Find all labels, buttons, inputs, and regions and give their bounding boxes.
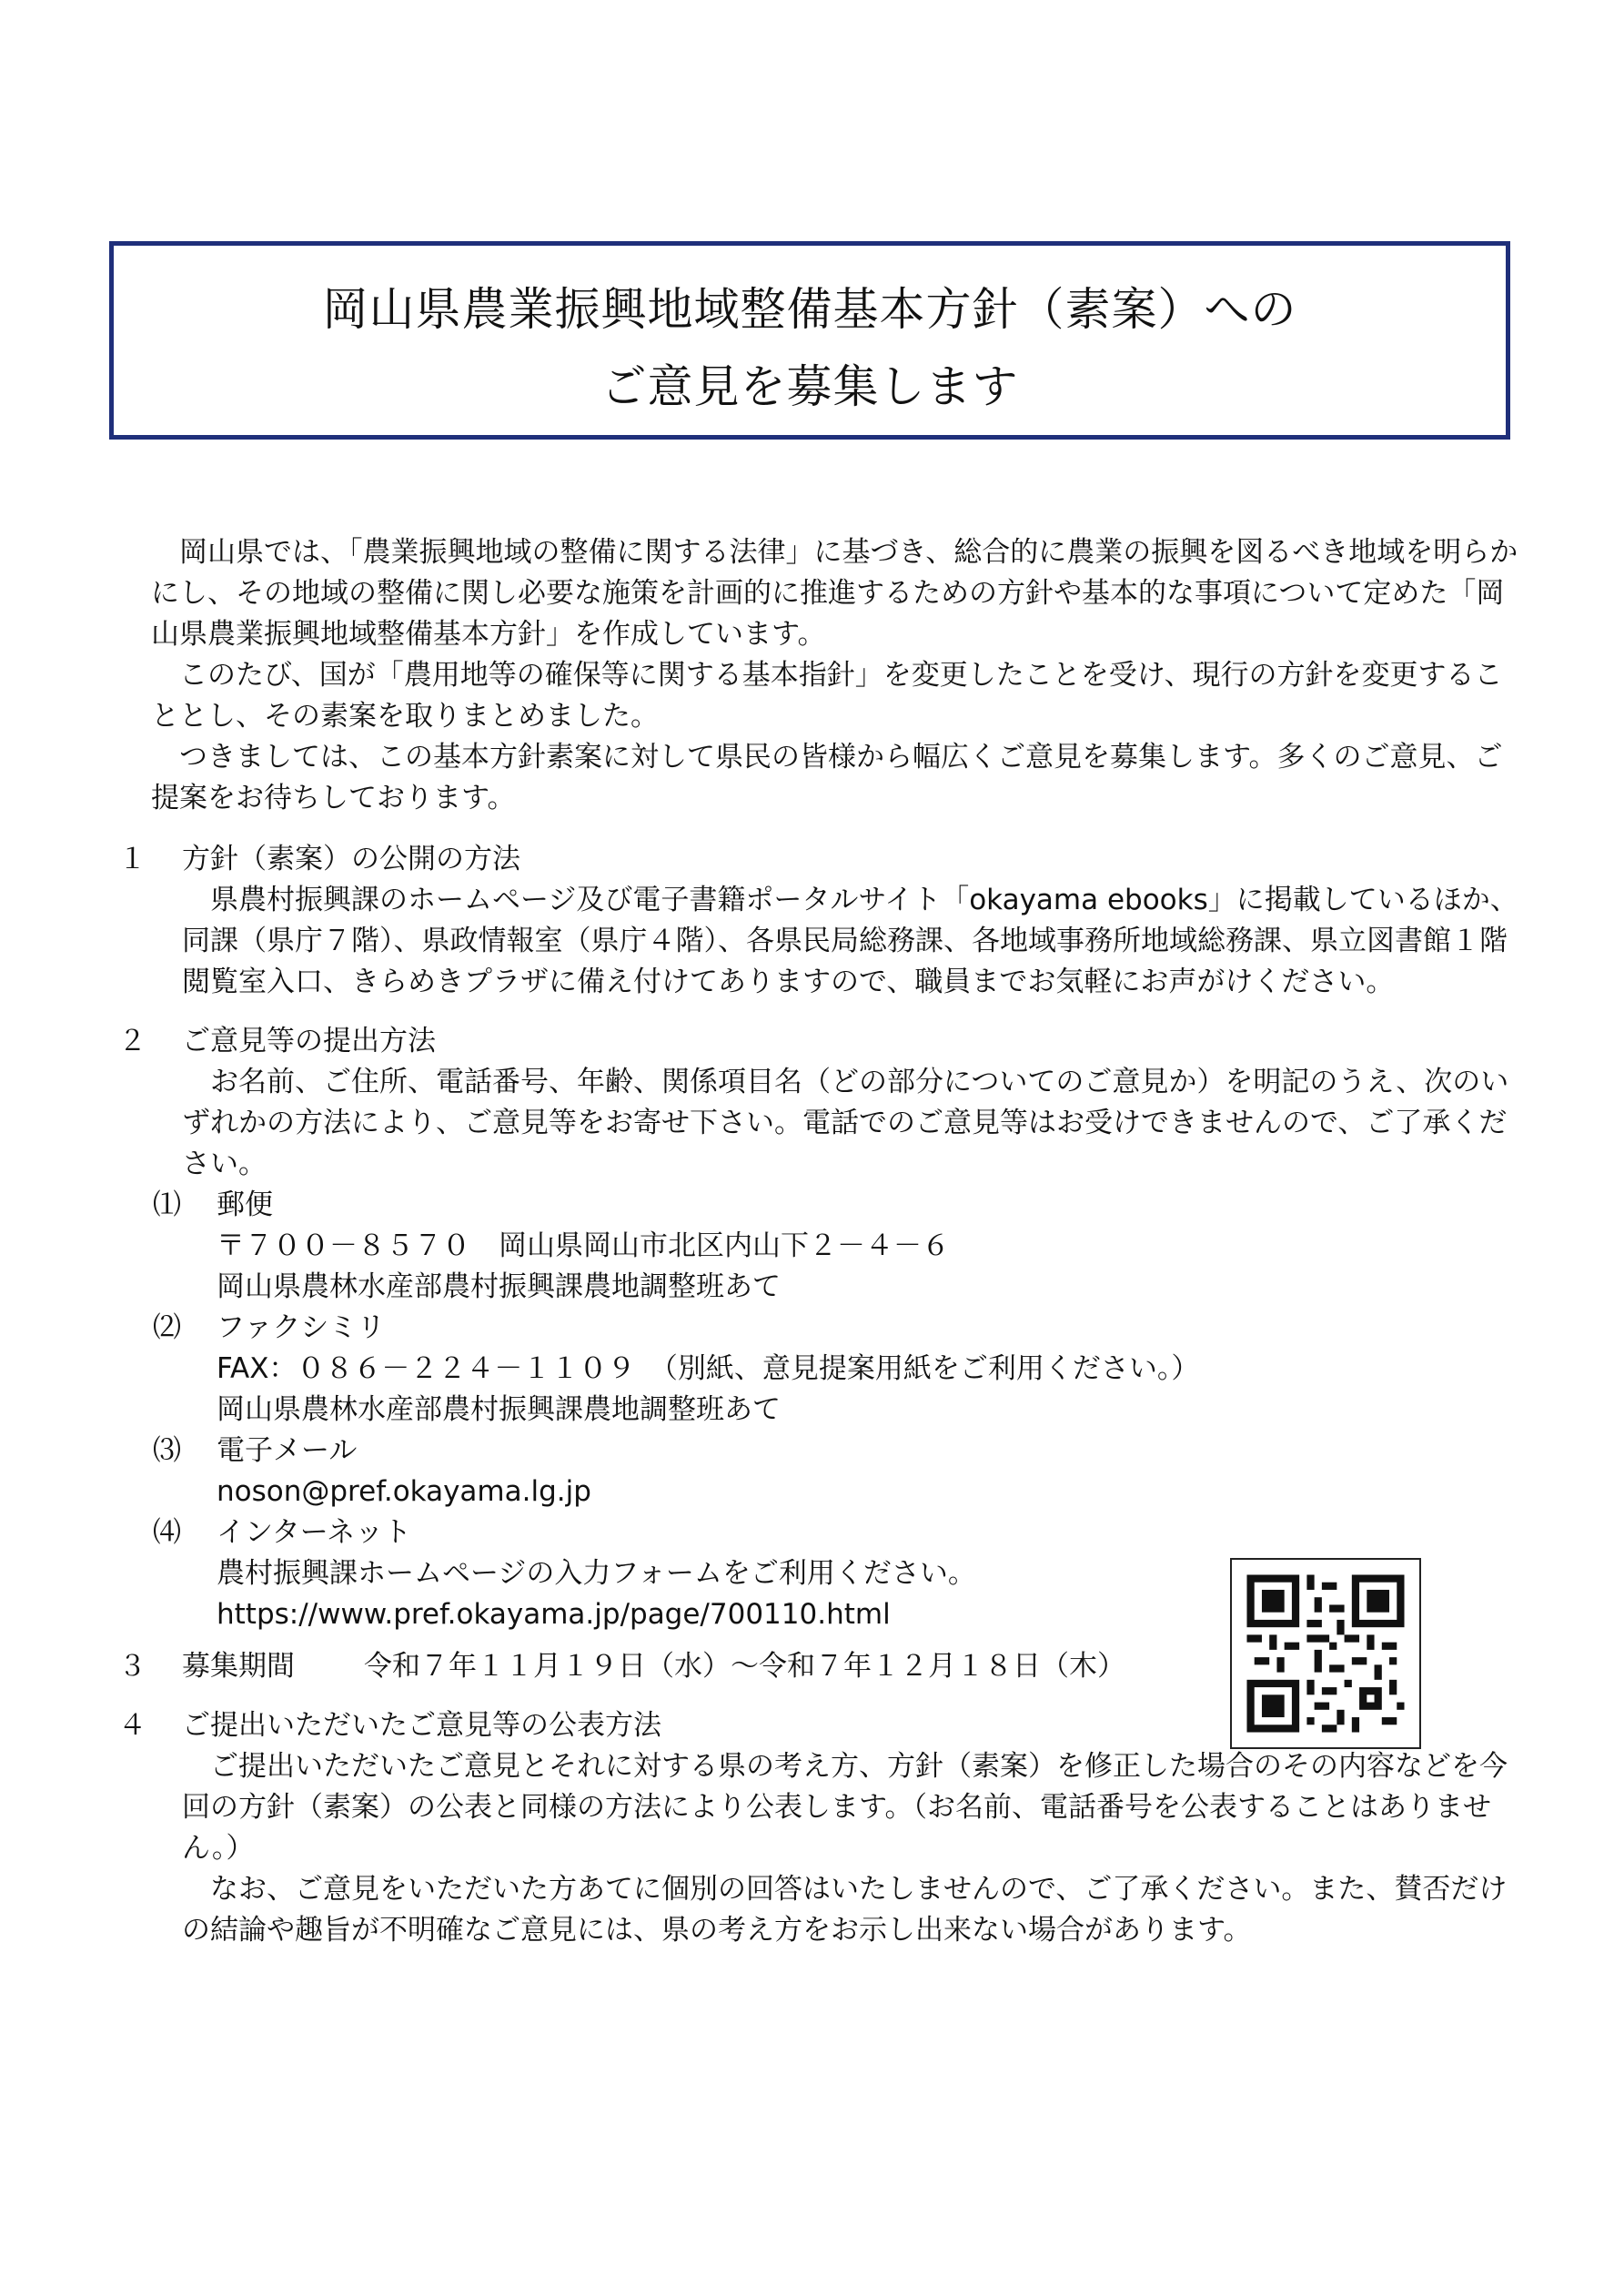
section-3-number: ３ [118,1650,146,1683]
method-4-number: ⑷ [153,1516,181,1549]
method-2-number: ⑵ [153,1311,181,1344]
method-2-heading [153,1308,1519,1349]
postal-recipient: 岡山県農林水産部農村振興課農地調整班あて [217,1270,781,1303]
section-1-heading [118,839,1519,880]
section-1-body: 県農村振興課のホームページ及び電子書籍ポータルサイト「okayama ebooks」に掲載しているほか、同課（県庁７階）、県政情報室（県庁４階）、各県民局総務課、各地域事務所地域総務課、県立図書館１階閲覧室入口、きらめきプラザに備え付けてありますので、職員までお気軽にお声がけください。 [182,884,1518,998]
fax-number: FAX：０８６－２２４－１１０９ （別紙、意見提案用紙をご利用ください。） [217,1352,1200,1385]
method-1-heading [153,1185,1519,1226]
page-title-line-2: ご意見を募集します [600,360,1019,413]
section-3-title: 募集期間 [182,1650,295,1683]
postal-address: 〒７００－８５７０ 岡山県岡山市北区内山下２－４－６ [217,1229,950,1262]
section-4-number: ４ [118,1709,146,1742]
method-1-number: ⑴ [153,1188,181,1221]
fax-recipient: 岡山県農林水産部農村振興課農地調整班あて [217,1393,781,1426]
section-4-body-2: なお、ご意見をいただいた方あてに個別の回答はいたしませんので、ご了承ください。また、賛否だけの結論や趣旨が不明確なご意見には、県の考え方をお示し出来ない場合があります。 [182,1873,1508,1947]
web-form-url[interactable]: https://www.pref.okayama.jp/page/700110.html [217,1598,891,1631]
section-1-title: 方針（素案）の公開の方法 [182,843,520,875]
section-4-title: ご提出いただいたご意見等の公表方法 [182,1709,661,1742]
title-box [109,241,1510,440]
method-4-label: インターネット [217,1516,412,1549]
web-form-instruction: 農村振興課ホームページの入力フォームをご利用ください。 [217,1557,976,1590]
section-2-title: ご意見等の提出方法 [182,1025,436,1057]
method-3-label: 電子メール [217,1434,358,1467]
qr-code[interactable] [1230,1558,1421,1749]
intro-paragraph-2: このたび、国が「農用地等の確保等に関する基本指針」を変更したことを受け、現行の方針を変更することとし、その素案を取りまとめました。 [151,659,1503,733]
section-4-body-1: ご提出いただいたご意見とそれに対する県の考え方、方針（素案）を修正した場合のその内容などを今回の方針（素案）の公表と同様の方法により公表します。（お名前、電話番号を公表することはありません。） [182,1750,1508,1865]
page-title-line-1: 岡山県農業振興地域整備基本方針（素案）への [322,283,1297,336]
section-2-heading [118,1021,1519,1062]
section-1-number: １ [118,843,146,875]
method-3-heading [153,1431,1519,1472]
method-2-label: ファクシミリ [217,1311,386,1344]
method-4-heading [153,1512,1519,1553]
intro-paragraph-3: つきましては、この基本方針素案に対して県民の皆様から幅広くご意見を募集します。多くのご意見、ご提案をお待ちしております。 [151,741,1503,814]
section-2-body: お名前、ご住所、電話番号、年齢、関係項目名（どの部分についてのご意見か）を明記のうえ、次のいずれかの方法により、ご意見等をお寄せ下さい。電話でのご意見等はお受けできませんので、ご了承ください。 [182,1066,1509,1180]
section-2-number: ２ [118,1025,146,1057]
qr-code-graphic [1232,1560,1419,1747]
method-3-number: ⑶ [153,1434,181,1467]
period-dates: 令和７年１１月１９日（水）～令和７年１２月１８日（木） [364,1650,1125,1683]
intro-paragraph-1: 岡山県では、「農業振興地域の整備に関する法律」に基づき、総合的に農業の振興を図るべき地域を明らかにし、その地域の整備に関し必要な施策を計画的に推進するための方針や基本的な事項について定めた「岡山県農業振興地域整備基本方針」を作成しています。 [151,536,1518,651]
email-address[interactable]: noson@pref.okayama.lg.jp [217,1475,591,1508]
method-1-label: 郵便 [217,1188,273,1221]
